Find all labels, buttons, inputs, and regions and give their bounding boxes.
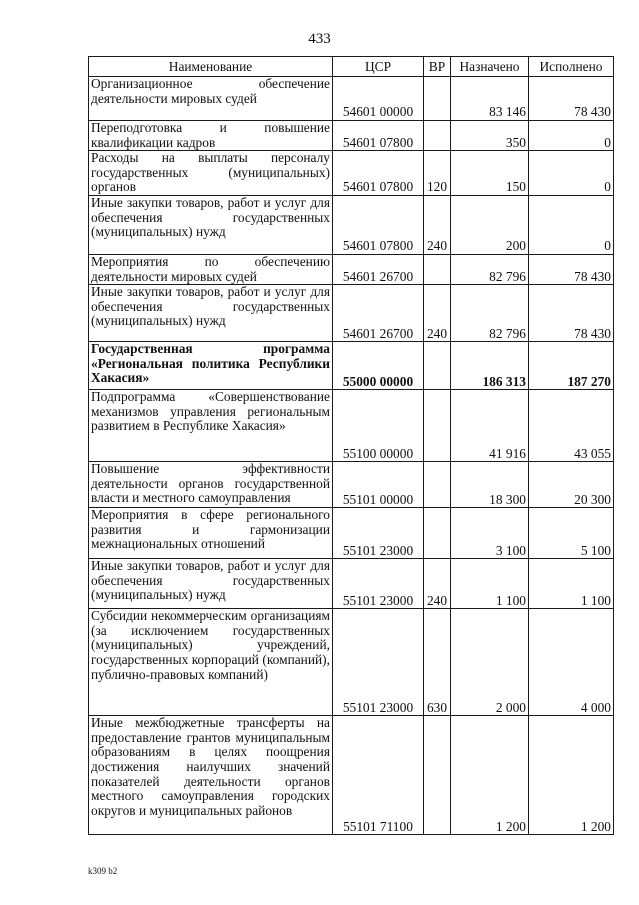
table-body: [89, 77, 614, 835]
row-executed-cell: 0: [529, 121, 614, 151]
table-row: [89, 254, 614, 284]
row-name-cell: Расходы на выплаты персоналу государственных (муниципальных) органов: [89, 151, 333, 196]
table-row: [89, 121, 614, 151]
row-csr-cell: 55101 23000: [333, 609, 424, 716]
row-executed-cell: 78 430: [529, 254, 614, 284]
table-header-row: [89, 57, 614, 77]
table-row: [89, 77, 614, 121]
row-name-cell: Подпрограмма «Совершенствование механизмов управления региональным развитием в Республике Хакасия»: [89, 390, 333, 462]
row-assigned-cell: 186 313: [451, 342, 529, 390]
table-row: [89, 390, 614, 462]
row-name-cell: Мероприятия в сфере регионального развития и гармонизации межнациональных отношений: [89, 508, 333, 559]
row-vr-cell: 240: [424, 195, 451, 254]
row-assigned-cell: 82 796: [451, 285, 529, 342]
row-csr-cell: 54601 07800: [333, 151, 424, 196]
header-name: Наименование: [89, 57, 333, 77]
row-assigned-cell: 1 100: [451, 559, 529, 609]
row-csr-cell: 55101 23000: [333, 559, 424, 609]
row-name-cell: Переподготовка и повышение квалификации кадров: [89, 121, 333, 151]
row-executed-cell: 43 055: [529, 390, 614, 462]
row-assigned-cell: 82 796: [451, 254, 529, 284]
row-vr-cell: [424, 121, 451, 151]
row-csr-cell: 55101 71100: [333, 716, 424, 835]
table-row: [89, 462, 614, 508]
row-name-cell: Государственная программа «Региональная политика Республики Хакасия»: [89, 342, 333, 390]
header-assigned: Назначено: [451, 57, 529, 77]
row-csr-cell: 55100 00000: [333, 390, 424, 462]
table-row: [89, 342, 614, 390]
row-assigned-cell: 3 100: [451, 508, 529, 559]
row-vr-cell: [424, 716, 451, 835]
row-csr-cell: 54601 26700: [333, 254, 424, 284]
table-row: [89, 559, 614, 609]
row-name-cell: Субсидии некоммерческим организациям (за исключением государственных (муниципальных) учреждений, государственных корпораций (компаний), публично-правовых компаний): [89, 609, 333, 716]
row-executed-cell: 20 300: [529, 462, 614, 508]
row-name-cell: Организационное обеспечение деятельности мировых судей: [89, 77, 333, 121]
row-assigned-cell: 83 146: [451, 77, 529, 121]
row-vr-cell: [424, 254, 451, 284]
row-executed-cell: 0: [529, 151, 614, 196]
row-vr-cell: 240: [424, 559, 451, 609]
row-csr-cell: 55101 23000: [333, 508, 424, 559]
row-executed-cell: 0: [529, 195, 614, 254]
table-row: [89, 285, 614, 342]
budget-table: [88, 56, 614, 835]
row-name-cell: Иные закупки товаров, работ и услуг для обеспечения государственных (муниципальных) нужд: [89, 285, 333, 342]
row-name-cell: Мероприятия по обеспечению деятельности мировых судей: [89, 254, 333, 284]
row-name-cell: Иные закупки товаров, работ и услуг для обеспечения государственных (муниципальных) нужд: [89, 559, 333, 609]
row-vr-cell: [424, 508, 451, 559]
row-csr-cell: 55000 00000: [333, 342, 424, 390]
row-vr-cell: 630: [424, 609, 451, 716]
table-row: [89, 151, 614, 196]
row-executed-cell: 1 200: [529, 716, 614, 835]
row-csr-cell: 54601 26700: [333, 285, 424, 342]
row-assigned-cell: 150: [451, 151, 529, 196]
header-vr: ВР: [424, 57, 451, 77]
row-csr-cell: 54601 07800: [333, 195, 424, 254]
footer-code: k309 b2: [88, 866, 118, 876]
row-vr-cell: [424, 462, 451, 508]
row-executed-cell: 4 000: [529, 609, 614, 716]
row-name-cell: Повышение эффективности деятельности органов государственной власти и местного самоуправления: [89, 462, 333, 508]
row-executed-cell: 5 100: [529, 508, 614, 559]
row-executed-cell: 1 100: [529, 559, 614, 609]
table-row: [89, 609, 614, 716]
row-assigned-cell: 1 200: [451, 716, 529, 835]
table-row: [89, 508, 614, 559]
row-vr-cell: 240: [424, 285, 451, 342]
row-executed-cell: 78 430: [529, 77, 614, 121]
row-vr-cell: 120: [424, 151, 451, 196]
page-number: 433: [308, 31, 331, 47]
row-assigned-cell: 2 000: [451, 609, 529, 716]
row-csr-cell: 54601 00000: [333, 77, 424, 121]
row-name-cell: Иные закупки товаров, работ и услуг для обеспечения государственных (муниципальных) нужд: [89, 195, 333, 254]
row-assigned-cell: 18 300: [451, 462, 529, 508]
row-vr-cell: [424, 390, 451, 462]
row-assigned-cell: 200: [451, 195, 529, 254]
row-executed-cell: 187 270: [529, 342, 614, 390]
row-executed-cell: 78 430: [529, 285, 614, 342]
header-executed: Исполнено: [529, 57, 614, 77]
row-csr-cell: 54601 07800: [333, 121, 424, 151]
row-assigned-cell: 41 916: [451, 390, 529, 462]
row-name-cell: Иные межбюджетные трансферты на предоставление грантов муниципальным образованиям в целях поощрения достижения наилучших значений показателей деятельности органов местного самоуправления городских округов и муниципальных районов: [89, 716, 333, 835]
row-vr-cell: [424, 342, 451, 390]
row-assigned-cell: 350: [451, 121, 529, 151]
table-row: [89, 716, 614, 835]
row-csr-cell: 55101 00000: [333, 462, 424, 508]
row-vr-cell: [424, 77, 451, 121]
header-csr: ЦСР: [333, 57, 424, 77]
table-row: [89, 195, 614, 254]
